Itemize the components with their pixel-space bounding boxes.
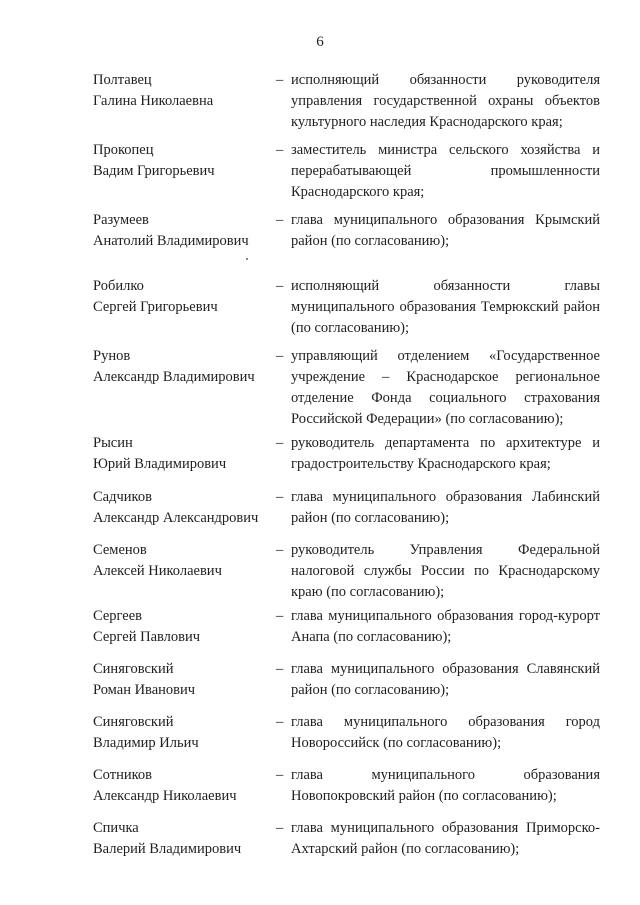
surname: Синяговский bbox=[93, 661, 174, 677]
given-names: Сергей Павлович bbox=[93, 629, 201, 645]
person-name bbox=[93, 346, 273, 388]
position-description: глава муниципального образования Приморско-Ахтарский район (по согласованию); bbox=[291, 820, 600, 857]
position-description: глава муниципального образования город Новороссийск (по согласованию); bbox=[291, 714, 600, 751]
given-names: Роман Иванович bbox=[93, 682, 196, 698]
dash: – bbox=[276, 142, 284, 158]
dash: – bbox=[276, 820, 284, 836]
position-description: руководитель Управления Федеральной налоговой службы России по Краснодарскому краю (по согласованию); bbox=[291, 542, 600, 600]
person-name bbox=[93, 487, 273, 529]
person-name bbox=[93, 276, 273, 318]
person-name bbox=[93, 818, 273, 860]
given-names: Алексей Николаевич bbox=[93, 563, 222, 579]
dash: – bbox=[276, 542, 284, 558]
given-names: Сергей Григорьевич bbox=[93, 299, 218, 315]
given-names: Владимир Ильич bbox=[93, 735, 199, 751]
position-description: исполняющий обязанности руководителя управления государственной охраны объектов культурного наследия Краснодарского края; bbox=[291, 72, 600, 130]
person-name bbox=[93, 659, 273, 701]
page-number: 6 bbox=[316, 34, 324, 50]
scan-speck bbox=[246, 258, 248, 260]
given-names: Вадим Григорьевич bbox=[93, 163, 215, 179]
surname: Рунов bbox=[93, 348, 131, 364]
surname: Сергеев bbox=[93, 608, 143, 624]
surname: Сотников bbox=[93, 767, 152, 783]
position-description: исполняющий обязанности главы муниципального образования Темрюкский район (по согласованию); bbox=[291, 278, 600, 336]
surname: Спичка bbox=[93, 820, 139, 836]
surname: Полтавец bbox=[93, 72, 152, 88]
dash: – bbox=[276, 435, 284, 451]
given-names: Галина Николаевна bbox=[93, 93, 214, 109]
dash: – bbox=[276, 212, 284, 228]
position-description: руководитель департамента по архитектуре и градостроительству Краснодарского края; bbox=[291, 435, 600, 472]
position-description: глава муниципального образования Лабинский район (по согласованию); bbox=[291, 489, 600, 526]
given-names: Александр Николаевич bbox=[93, 788, 237, 804]
person-name bbox=[93, 712, 273, 754]
dash: – bbox=[276, 661, 284, 677]
given-names: Александр Владимирович bbox=[93, 369, 255, 385]
person-name bbox=[93, 210, 273, 252]
surname: Рысин bbox=[93, 435, 133, 451]
position-description: глава муниципального образования Крымский район (по согласованию); bbox=[291, 212, 600, 249]
person-name bbox=[93, 140, 273, 182]
surname: Робилко bbox=[93, 278, 144, 294]
dash: – bbox=[276, 608, 284, 624]
position-description: управляющий отделением «Государственное учреждение – Краснодарское региональное отделение Фонда социального страхования Российской Федерации» (по согласованию); bbox=[291, 348, 600, 427]
surname: Семенов bbox=[93, 542, 147, 558]
surname: Разумеев bbox=[93, 212, 149, 228]
person-name bbox=[93, 765, 273, 807]
person-name bbox=[93, 70, 273, 112]
position-description: глава муниципального образования Новопокровский район (по согласованию); bbox=[291, 767, 600, 804]
position-description: глава муниципального образования Славянский район (по согласованию); bbox=[291, 661, 600, 698]
dash: – bbox=[276, 348, 284, 364]
dash: – bbox=[276, 489, 284, 505]
person-name bbox=[93, 606, 273, 648]
position-description: заместитель министра сельского хозяйства и перерабатывающей промышленности Краснодарского края; bbox=[291, 142, 600, 200]
person-name bbox=[93, 540, 273, 582]
given-names: Александр Александрович bbox=[93, 510, 259, 526]
position-description: глава муниципального образования город-курорт Анапа (по согласованию); bbox=[291, 608, 600, 645]
given-names: Анатолий Владимирович bbox=[93, 233, 249, 249]
surname: Прокопец bbox=[93, 142, 154, 158]
surname: Садчиков bbox=[93, 489, 152, 505]
dash: – bbox=[276, 767, 284, 783]
dash: – bbox=[276, 72, 284, 88]
dash: – bbox=[276, 278, 284, 294]
dash: – bbox=[276, 714, 284, 730]
person-name bbox=[93, 433, 273, 475]
given-names: Юрий Владимирович bbox=[93, 456, 227, 472]
given-names: Валерий Владимирович bbox=[93, 841, 242, 857]
surname: Синяговский bbox=[93, 714, 174, 730]
